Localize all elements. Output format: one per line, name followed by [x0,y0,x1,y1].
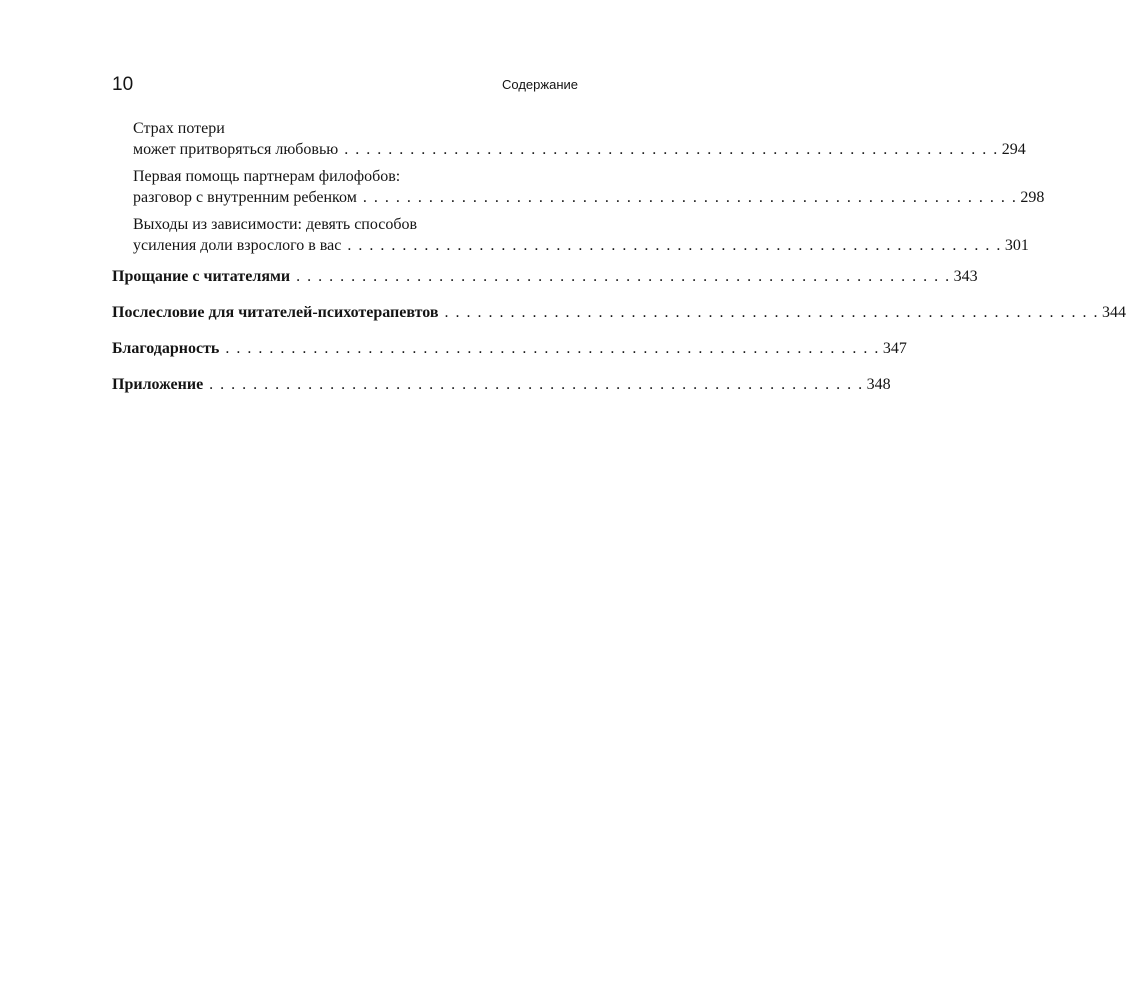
dot-leader: . . . . . . . . . . . . . . . . . . . . . . . . . . . . . . . . . . . . . . . . . . . . . . . . . . . . . . . . . . . . [209,376,864,393]
dot-leader: . . . . . . . . . . . . . . . . . . . . . . . . . . . . . . . . . . . . . . . . . . . . . . . . . . . . . . . . . . . . [444,304,1099,321]
toc-entry-page: 301 [1004,237,1029,254]
page-header [112,74,578,98]
toc-entry-page: 294 [1001,141,1026,158]
toc-entry-page: 348 [866,376,891,393]
toc-entry [112,214,1029,256]
dot-leader: . . . . . . . . . . . . . . . . . . . . . . . . . . . . . . . . . . . . . . . . . . . . . . . . . . . . . . . . . . . . [362,189,1018,206]
toc-entry-page: 347 [882,340,907,357]
dot-leader: . . . . . . . . . . . . . . . . . . . . . . . . . . . . . . . . . . . . . . . . . . . . . . . . . . . . . . . . . . . . [344,141,999,158]
toc-entry [112,374,891,395]
toc-entry [112,302,1126,323]
toc-entry-title-line: Прощание с читателями [112,268,291,285]
toc-entry-title-line: Благодарность [112,340,220,357]
toc-entry-title-line: Страх потери [133,120,225,137]
dot-leader: . . . . . . . . . . . . . . . . . . . . . . . . . . . . . . . . . . . . . . . . . . . . . . . . . . . . . . . . . . . . [347,237,1002,254]
toc-entry [112,118,1026,160]
dot-leader: . . . . . . . . . . . . . . . . . . . . . . . . . . . . . . . . . . . . . . . . . . . . . . . . . . . . . . . . . . . . [225,340,880,357]
toc-entry-title-line: усиления доли взрослого в вас [133,237,342,254]
toc-entry-page: 344 [1101,304,1126,321]
toc-entry-page: 298 [1020,189,1045,206]
toc-entry-title-line: Послесловие для читателей-психотерапевтов [112,304,439,321]
running-head: Содержание [502,77,578,92]
toc-entry-page: 343 [953,268,978,285]
toc-entry [112,166,1045,208]
table-of-contents [112,118,1126,410]
dot-leader: . . . . . . . . . . . . . . . . . . . . . . . . . . . . . . . . . . . . . . . . . . . . . . . . . . . . . . . . . . . . [296,268,951,285]
page-number: 10 [112,74,134,95]
toc-entry-title-line: разговор с внутренним ребенком [133,189,357,206]
toc-entry-title-line: Выходы из зависимости: девять способов [133,216,418,233]
toc-entry [112,266,978,287]
toc-entry-title-line: Первая помощь партнерам филофобов: [133,168,401,185]
toc-entry-title-line: может притворяться любовью [133,141,339,158]
toc-entry-title-line: Приложение [112,376,204,393]
toc-entry [112,338,907,359]
